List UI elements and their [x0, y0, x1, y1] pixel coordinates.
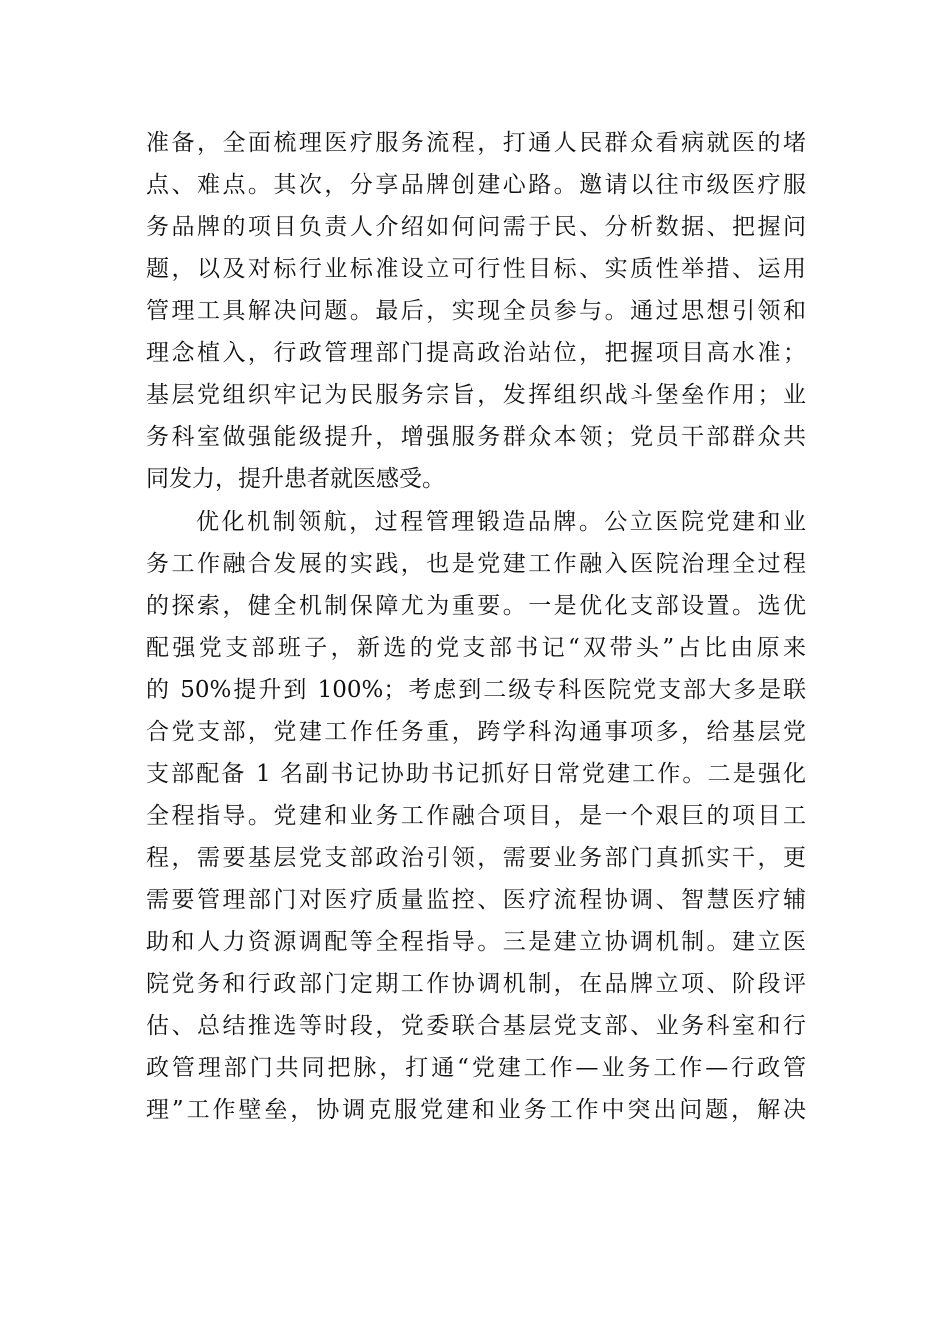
- text-line: 助和人力资源调配等全程指导。三是建立协调机制。建立医: [146, 929, 806, 955]
- text-line: 估、总结推选等时段，党委联合基层党支部、业务科室和行: [146, 1013, 806, 1039]
- text-line: 全程指导。党建和业务工作融合项目，是一个艰巨的项目工: [146, 803, 806, 829]
- text-line: 需要管理部门对医疗质量监控、医疗流程协调、智慧医疗辅: [146, 887, 806, 913]
- text-line: 管理工具解决问题。最后，实现全员参与。通过思想引领和: [146, 298, 806, 324]
- text-line: 务品牌的项目负责人介绍如何问需于民、分析数据、把握问: [146, 214, 806, 240]
- text-line: 院党务和行政部门定期工作协调机制，在品牌立项、阶段评: [146, 971, 806, 997]
- text-line: 基层党组织牢记为民服务宗旨，发挥组织战斗堡垒作用；业: [146, 382, 806, 408]
- text-line: 理”工作壁垒，协调克服党建和业务工作中突出问题，解决: [146, 1097, 806, 1123]
- text-line: 政管理部门共同把脉，打通“党建工作—业务工作—行政管: [146, 1055, 806, 1081]
- text-line: 的 50%提升到 100%；考虑到二级专科医院党支部大多是联: [146, 677, 806, 703]
- paragraph-first-line: 优化机制领航，过程管理锻造品牌。公立医院党建和业: [196, 509, 806, 535]
- text-line: 理念植入，行政管理部门提高政治站位，把握项目高水准；: [146, 340, 806, 366]
- text-line: 准备，全面梳理医疗服务流程，打通人民群众看病就医的堵: [146, 130, 806, 156]
- text-line: 务工作融合发展的实践，也是党建工作融入医院治理全过程: [146, 551, 806, 577]
- text-line: 题，以及对标行业标准设立可行性目标、实质性举措、运用: [146, 256, 806, 282]
- text-line: 合党支部，党建工作任务重，跨学科沟通事项多，给基层党: [146, 719, 806, 745]
- text-line: 支部配备 1 名副书记协助书记抓好日常党建工作。二是强化: [146, 761, 806, 787]
- text-line: 点、难点。其次，分享品牌创建心路。邀请以往市级医疗服: [146, 172, 806, 198]
- text-line: 配强党支部班子，新选的党支部书记“双带头”占比由原来: [146, 635, 806, 661]
- text-line: 务科室做强能级提升，增强服务群众本领；党员干部群众共: [146, 424, 806, 450]
- text-line: 同发力，提升患者就医感受。: [146, 466, 445, 492]
- text-line: 的探索，健全机制保障尤为重要。一是优化支部设置。选优: [146, 593, 806, 619]
- text-line: 程，需要基层党支部政治引领，需要业务部门真抓实干，更: [146, 845, 806, 871]
